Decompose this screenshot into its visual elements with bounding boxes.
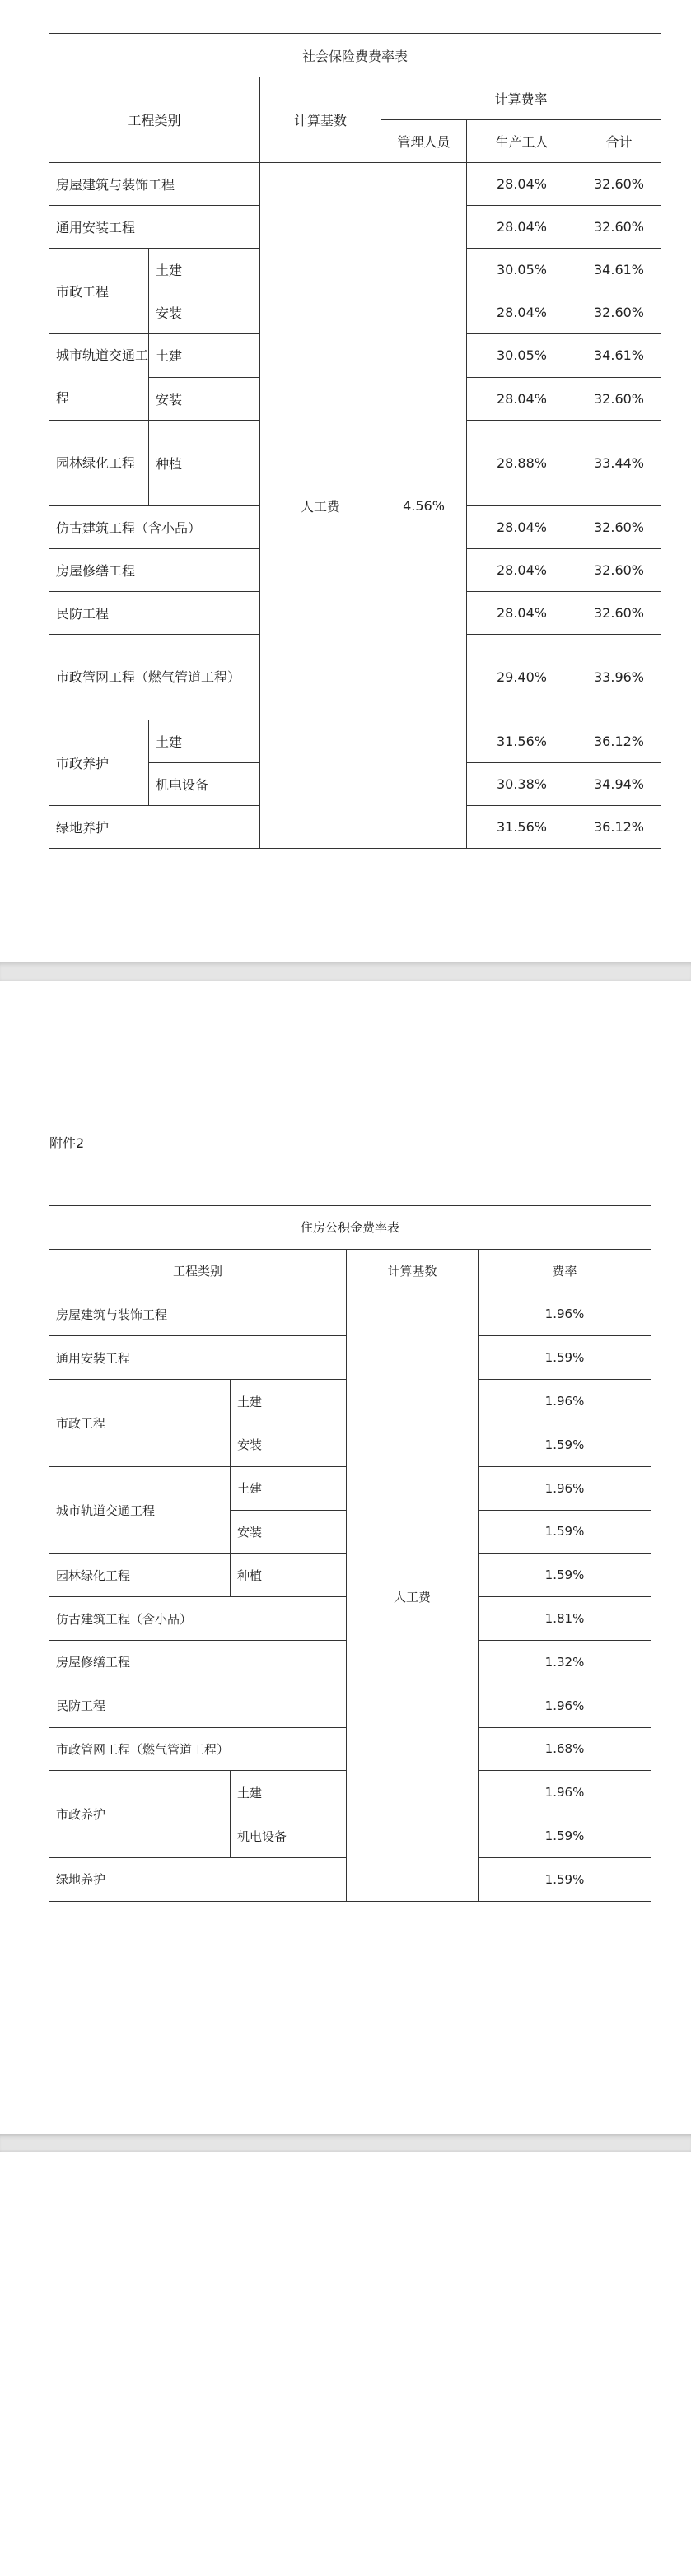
- page-3: [0, 2152, 691, 2576]
- subcategory-cell: 土建: [231, 1771, 347, 1814]
- worker-rate-cell: 28.88%: [467, 421, 577, 506]
- subcategory-cell: 土建: [149, 720, 260, 763]
- category-cell: 房屋修缮工程: [49, 549, 260, 592]
- worker-rate-cell: 31.56%: [467, 720, 577, 763]
- header-worker: 生产工人: [467, 120, 577, 163]
- table-title: 社会保险费费率表: [49, 34, 661, 77]
- rate-cell: 1.59%: [479, 1336, 651, 1380]
- table-row: [49, 163, 661, 206]
- base-cell: 人工费: [347, 1293, 479, 1901]
- worker-rate-cell: 30.38%: [467, 763, 577, 806]
- header-category: 工程类别: [49, 77, 260, 163]
- category-cell: 通用安装工程: [49, 1336, 347, 1380]
- category-cell: 城市轨道交通工程: [49, 1466, 231, 1554]
- table-title: 住房公积金费率表: [49, 1206, 651, 1250]
- total-rate-cell: 34.94%: [577, 763, 661, 806]
- rate-cell: 1.32%: [479, 1640, 651, 1684]
- worker-rate-cell: 30.05%: [467, 334, 577, 378]
- worker-rate-cell: 28.04%: [467, 377, 577, 421]
- page-separator: [0, 962, 691, 981]
- total-rate-cell: 32.60%: [577, 377, 661, 421]
- category-cell: 仿古建筑工程（含小品）: [49, 506, 260, 549]
- total-rate-cell: 34.61%: [577, 249, 661, 291]
- attachment-label: 附件2: [49, 1135, 85, 1151]
- subcategory-cell: 种植: [149, 421, 260, 506]
- category-cell: 园林绿化工程: [49, 1554, 231, 1597]
- worker-rate-cell: 31.56%: [467, 806, 577, 849]
- total-rate-cell: 32.60%: [577, 549, 661, 592]
- subcategory-cell: 安装: [149, 291, 260, 334]
- subcategory-cell: 安装: [231, 1510, 347, 1554]
- category-cell: 民防工程: [49, 1684, 347, 1727]
- rate-cell: 1.59%: [479, 1814, 651, 1858]
- category-cell: 绿地养护: [49, 806, 260, 849]
- category-cell: 园林绿化工程: [49, 421, 149, 506]
- category-cell: 仿古建筑工程（含小品）: [49, 1597, 347, 1641]
- subcategory-cell: 机电设备: [231, 1814, 347, 1858]
- total-rate-cell: 32.60%: [577, 206, 661, 249]
- total-rate-cell: 32.60%: [577, 592, 661, 635]
- rate-cell: 1.96%: [479, 1293, 651, 1336]
- social-insurance-rate-table: [49, 33, 661, 849]
- header-rate: 计算费率: [381, 77, 661, 120]
- worker-rate-cell: 30.05%: [467, 249, 577, 291]
- total-rate-cell: 32.60%: [577, 163, 661, 206]
- rate-cell: 1.59%: [479, 1423, 651, 1466]
- rate-cell: 1.96%: [479, 1771, 651, 1814]
- subcategory-cell: 机电设备: [149, 763, 260, 806]
- header-total: 合计: [577, 120, 661, 163]
- worker-rate-cell: 28.04%: [467, 291, 577, 334]
- worker-rate-cell: 28.04%: [467, 549, 577, 592]
- category-cell: 市政养护: [49, 720, 149, 806]
- worker-rate-cell: 28.04%: [467, 592, 577, 635]
- category-cell: 绿地养护: [49, 1857, 347, 1901]
- subcategory-cell: 土建: [231, 1380, 347, 1423]
- total-rate-cell: 36.12%: [577, 720, 661, 763]
- worker-rate-cell: 28.04%: [467, 163, 577, 206]
- category-cell: 民防工程: [49, 592, 260, 635]
- header-category: 工程类别: [49, 1249, 347, 1293]
- worker-rate-cell: 28.04%: [467, 506, 577, 549]
- category-cell: 市政管网工程（燃气管道工程）: [49, 1727, 347, 1771]
- page-separator: [0, 2134, 691, 2152]
- header-rate: 费率: [479, 1249, 651, 1293]
- rate-cell: 1.96%: [479, 1466, 651, 1510]
- category-cell: 房屋建筑与装饰工程: [49, 163, 260, 206]
- subcategory-cell: 土建: [149, 334, 260, 378]
- total-rate-cell: 32.60%: [577, 291, 661, 334]
- rate-cell: 1.96%: [479, 1380, 651, 1423]
- rate-cell: 1.59%: [479, 1510, 651, 1554]
- category-cell: 市政养护: [49, 1771, 231, 1858]
- rate-cell: 1.68%: [479, 1727, 651, 1771]
- total-rate-cell: 34.61%: [577, 334, 661, 378]
- housing-fund-rate-table: [49, 1205, 651, 1902]
- total-rate-cell: 33.44%: [577, 421, 661, 506]
- subcategory-cell: 安装: [149, 377, 260, 421]
- rate-cell: 1.96%: [479, 1684, 651, 1727]
- total-rate-cell: 32.60%: [577, 506, 661, 549]
- rate-cell: 1.59%: [479, 1857, 651, 1901]
- manager-rate-cell: 4.56%: [381, 163, 467, 849]
- category-cell: 市政工程: [49, 249, 149, 334]
- subcategory-cell: 土建: [231, 1466, 347, 1510]
- header-base: 计算基数: [347, 1249, 479, 1293]
- subcategory-cell: 安装: [231, 1423, 347, 1466]
- rate-cell: 1.59%: [479, 1554, 651, 1597]
- header-manager: 管理人员: [381, 120, 467, 163]
- worker-rate-cell: 29.40%: [467, 635, 577, 720]
- category-cell: 城市轨道交通工程: [49, 334, 149, 421]
- total-rate-cell: 33.96%: [577, 635, 661, 720]
- total-rate-cell: 36.12%: [577, 806, 661, 849]
- subcategory-cell: 种植: [231, 1554, 347, 1597]
- worker-rate-cell: 28.04%: [467, 206, 577, 249]
- category-cell: 市政管网工程（燃气管道工程）: [49, 635, 260, 720]
- header-base: 计算基数: [260, 77, 381, 163]
- category-cell: 房屋建筑与装饰工程: [49, 1293, 347, 1336]
- category-cell: 通用安装工程: [49, 206, 260, 249]
- table-row: [49, 1293, 651, 1336]
- base-cell: 人工费: [260, 163, 381, 849]
- rate-cell: 1.81%: [479, 1597, 651, 1641]
- category-cell: 市政工程: [49, 1380, 231, 1467]
- subcategory-cell: 土建: [149, 249, 260, 291]
- category-cell: 房屋修缮工程: [49, 1640, 347, 1684]
